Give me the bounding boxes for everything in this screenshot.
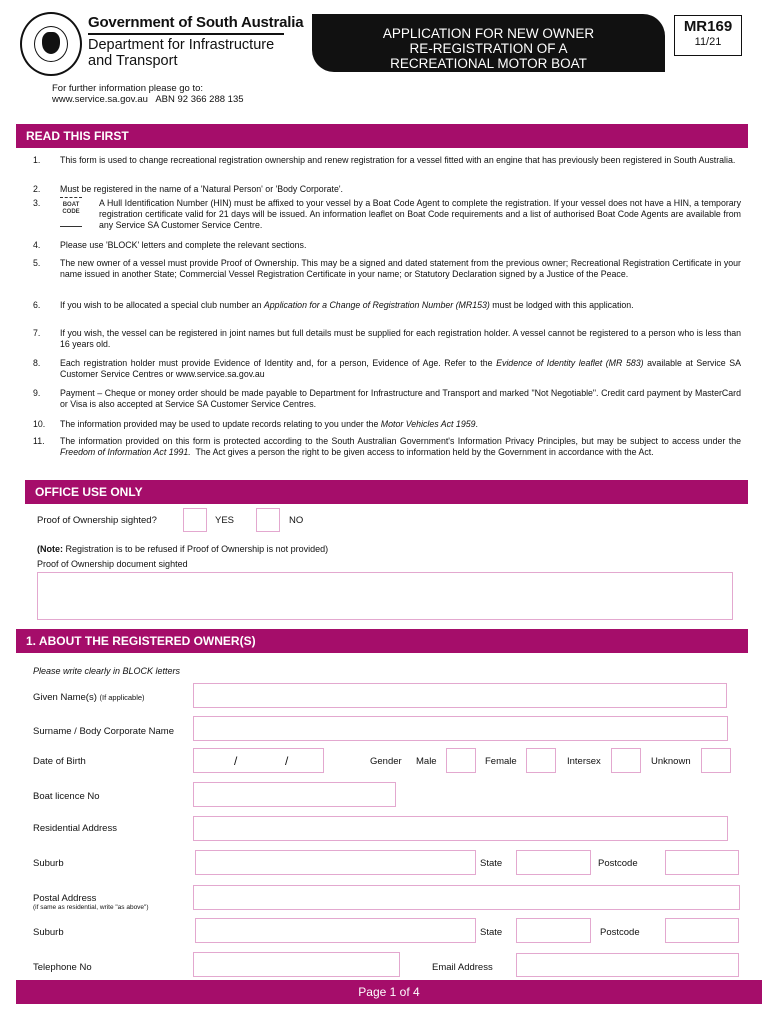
unknown-label: Unknown — [651, 756, 691, 767]
postal-label: Postal Address — [33, 893, 97, 904]
item-text: A Hull Identification Number (HIN) must be affixed to your vessel by a Boat Code Agent to complete the registration. If your vessel does not have a HIN, a temporary registration certificate valid for 21 days will be issued. An information leaflet on Boat Code requirements and a list of authorised Boat Code Agents are available from any Service SA Customer Service Centre. — [99, 198, 741, 230]
list-item — [33, 436, 744, 458]
postcode2-label: Postcode — [600, 927, 640, 938]
doc-sighted-label: Proof of Ownership document sighted — [37, 559, 188, 569]
item-text: The information provided on this form is protected according to the South Australian Government's Information Privacy Principles, but may be subject to access under the Freedom of Information Act 1991. The Act gives a person the right to be given access to information held by the Government in accordance with the Act. — [60, 436, 744, 457]
info-line: For further information please go to: — [52, 83, 204, 94]
page-number: Page 1 of 4 — [16, 980, 762, 1004]
item-text: Must be registered in the name of a 'Natural Person' or 'Body Corporate'. — [60, 184, 343, 194]
item-number: 3. — [33, 198, 41, 208]
title-line: RE-REGISTRATION OF A — [409, 41, 568, 56]
surname-field[interactable] — [193, 716, 728, 741]
list-item — [33, 155, 741, 166]
date-separator: / — [285, 754, 289, 768]
female-label: Female — [485, 756, 517, 767]
state-label: State — [480, 858, 503, 869]
item-text: If you wish to be allocated a special club number an Application for a Change of Registration Number (MR153) must be lodged with this application. — [60, 300, 634, 310]
note: (Note: Registration is to be refused if Proof of Ownership is not provided) — [37, 544, 329, 554]
item-number: 9. — [33, 388, 41, 398]
surname-label: Surname / Body Corporate Name — [33, 726, 174, 737]
email-field[interactable] — [516, 953, 739, 977]
item-text: The information provided may be used to update records relating to you under the Motor Vehicles Act 1959. — [60, 419, 478, 429]
office-use-heading: OFFICE USE ONLY — [25, 480, 748, 504]
read-this-first-heading: READ THIS FIRST — [16, 124, 748, 148]
state-field[interactable] — [516, 850, 591, 875]
yes-label: YES — [215, 515, 235, 526]
licence-label: Boat licence No — [33, 791, 100, 802]
divider — [88, 33, 284, 35]
licence-field[interactable] — [193, 782, 396, 807]
form-title — [312, 14, 665, 72]
suburb2-label: Suburb — [33, 927, 64, 938]
item-number: 4. — [33, 240, 41, 250]
government-name: Government of South Australia — [88, 14, 304, 31]
suburb-label: Suburb — [33, 858, 64, 869]
item-number: 1. — [33, 155, 41, 165]
list-item — [33, 328, 741, 350]
given-label: Given Name(s) (If applicable) — [33, 692, 145, 703]
item-text: If you wish, the vessel can be registered in joint names but full details must be supplied for each registration holder. A vessel cannot be registered to a person who is less than 16 years old. — [60, 328, 741, 349]
telephone-field[interactable] — [193, 952, 400, 977]
list-item — [33, 184, 741, 195]
given-name-field[interactable] — [193, 683, 727, 708]
yes-checkbox[interactable] — [183, 508, 207, 532]
item-text: The new owner of a vessel must provide Proof of Ownership. This may be a signed and dated statement from the previous owner; Recreational Registration Certificate in your name issued in another State; Commercial Vessel Registration Certificate in your name; or Statutory Declaration signed by a Justice of the Peace. — [60, 258, 741, 279]
form-number: MR169 — [683, 18, 733, 35]
section1-heading: 1. ABOUT THE REGISTERED OWNER(S) — [16, 629, 748, 653]
item-text: This form is used to change recreational registration ownership and renew registration for a vessel fitted with an engine that has previously been registered in South Australia. — [60, 155, 736, 165]
state2-label: State — [480, 927, 503, 938]
postal-note: (if same as residential, write "as above") — [33, 904, 149, 911]
proof-label: Proof of Ownership sighted? — [37, 515, 157, 526]
gender-label: Gender — [370, 756, 402, 767]
further-info — [52, 83, 244, 105]
boat-code-logo: BOAT CODE — [60, 198, 82, 230]
list-item — [33, 300, 741, 311]
res-address-label: Residential Address — [33, 823, 117, 834]
unknown-checkbox[interactable] — [701, 748, 731, 773]
no-label: NO — [289, 515, 304, 526]
postcode-label: Postcode — [598, 858, 638, 869]
item-number: 7. — [33, 328, 41, 338]
telephone-label: Telephone No — [33, 962, 92, 973]
intersex-checkbox[interactable] — [611, 748, 641, 773]
instruction: Please write clearly in BLOCK letters — [33, 666, 181, 676]
postal-suburb-field[interactable] — [195, 918, 476, 943]
dob-field[interactable] — [193, 748, 324, 773]
item-text: Please use 'BLOCK' letters and complete the relevant sections. — [60, 240, 307, 250]
item-text: Each registration holder must provide Evidence of Identity and, for a person, Evidence of Age. Refer to the Evidence of Identity leaflet (MR 583) available at Service SA Customer Service Centres or www.service.sa.gov.au — [60, 358, 742, 379]
item-number: 10. — [33, 419, 46, 429]
list-item — [33, 388, 741, 410]
form-number-box — [674, 15, 742, 56]
email-label: Email Address — [432, 962, 493, 973]
postal-address-field[interactable] — [193, 885, 740, 910]
res-address-field[interactable] — [193, 816, 728, 841]
female-checkbox[interactable] — [526, 748, 556, 773]
list-item — [33, 198, 741, 231]
form-date: 11/21 — [694, 36, 722, 48]
item-number: 11. — [33, 436, 45, 446]
sa-government-logo — [20, 12, 82, 76]
list-item — [33, 358, 741, 380]
info-website-abn: www.service.sa.gov.au ABN 92 366 288 135 — [52, 94, 244, 105]
intersex-label: Intersex — [567, 756, 601, 767]
item-number: 6. — [33, 300, 41, 310]
list-item — [33, 419, 741, 430]
title-line: RECREATIONAL MOTOR BOAT — [390, 56, 587, 71]
department-name: Department for Infrastructure and Transport — [88, 37, 275, 69]
item-number: 2. — [33, 184, 41, 194]
male-checkbox[interactable] — [446, 748, 476, 773]
title-line: APPLICATION FOR NEW OWNER — [382, 26, 595, 41]
date-separator: / — [234, 754, 238, 768]
postal-state-field[interactable] — [516, 918, 591, 943]
list-item — [33, 258, 741, 280]
male-label: Male — [416, 756, 437, 767]
doc-sighted-field[interactable] — [37, 572, 733, 620]
item-number: 8. — [33, 358, 41, 368]
postal-postcode-field[interactable] — [665, 918, 739, 943]
postcode-field[interactable] — [665, 850, 739, 875]
item-number: 5. — [33, 258, 41, 268]
item-text: Payment – Cheque or money order should be made payable to Department for Infrastructure and Transport and marked "Not Negotiable". Credit card payment by MasterCard or Visa is also accepted at Service SA Customer Service Centres. — [60, 388, 741, 409]
suburb-field[interactable] — [195, 850, 476, 875]
no-checkbox[interactable] — [256, 508, 280, 532]
dob-label: Date of Birth — [33, 756, 86, 767]
list-item — [33, 240, 741, 251]
